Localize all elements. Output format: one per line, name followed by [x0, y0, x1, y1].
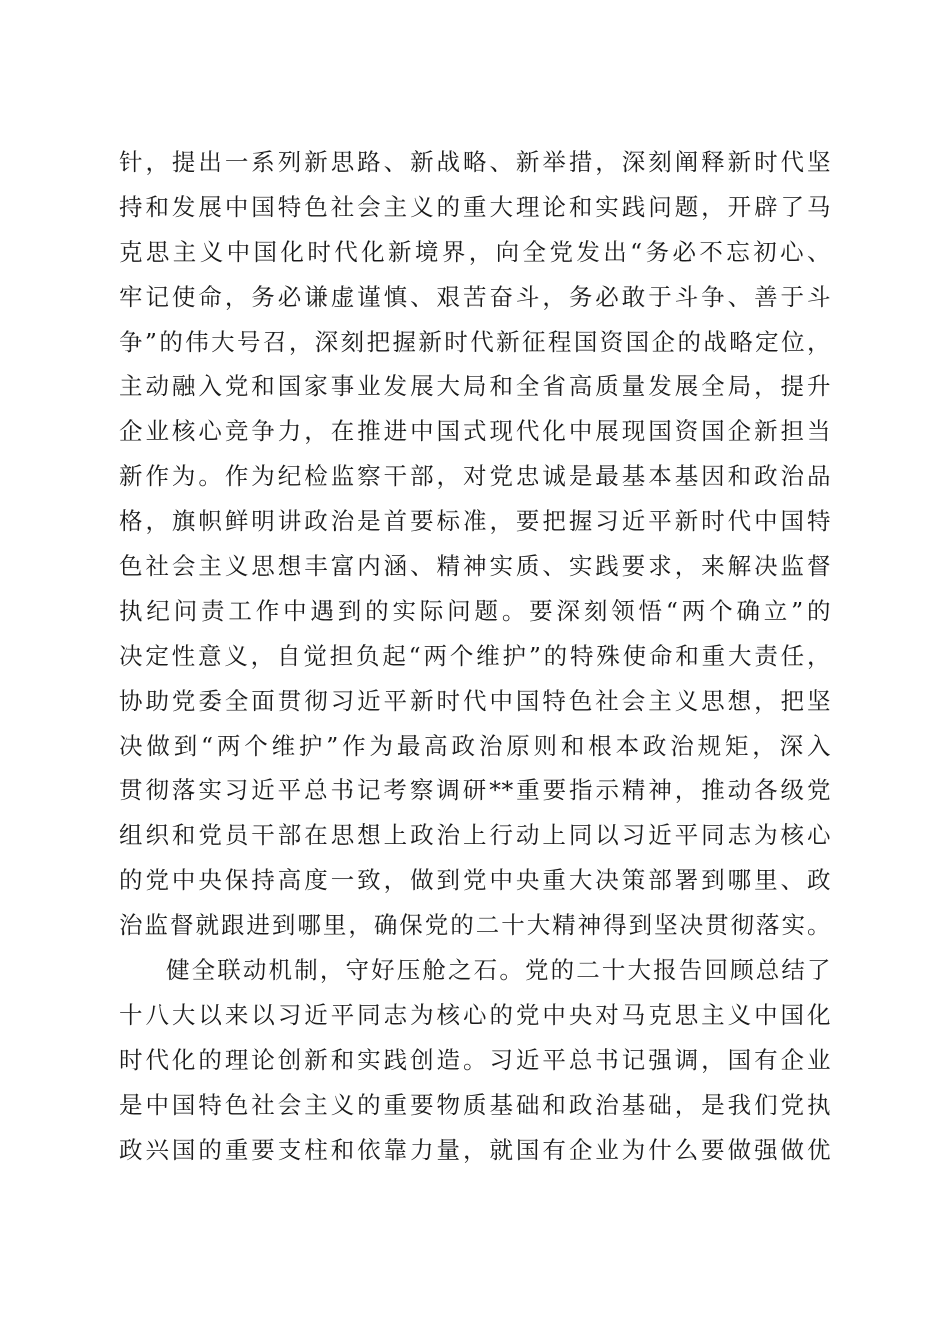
- text-line: 协助党委全面贯彻习近平新时代中国特色社会主义思想，把坚: [119, 686, 831, 715]
- text-line: 组织和党员干部在思想上政治上行动上同以习近平同志为核心: [119, 821, 831, 850]
- text-line: 执纪问责工作中遇到的实际问题。要深刻领悟“两个确立”的: [119, 596, 831, 625]
- text-line: 贯彻落实习近平总书记考察调研**重要指示精神，推动各级党: [119, 776, 831, 805]
- text-line: 主动融入党和国家事业发展大局和全省高质量发展全局，提升: [119, 372, 831, 401]
- text-line: 健全联动机制，守好压舱之石。党的二十大报告回顾总结了: [166, 956, 831, 985]
- text-line: 政兴国的重要支柱和依靠力量，就国有企业为什么要做强做优: [119, 1135, 831, 1164]
- text-line: 克思主义中国化时代化新境界，向全党发出“务必不忘初心、: [119, 237, 831, 266]
- text-line: 格，旗帜鲜明讲政治是首要标准，要把握习近平新时代中国特: [119, 507, 831, 536]
- text-line: 决做到“两个维护”作为最高政治原则和根本政治规矩，深入: [119, 731, 831, 760]
- text-line: 治监督就跟进到哪里，确保党的二十大精神得到坚决贯彻落实。: [119, 911, 831, 940]
- text-line: 新作为。作为纪检监察干部，对党忠诚是最基本基因和政治品: [119, 462, 831, 491]
- text-line: 企业核心竞争力，在推进中国式现代化中展现国资国企新担当: [119, 417, 831, 446]
- text-line: 的党中央保持高度一致，做到党中央重大决策部署到哪里、政: [119, 866, 831, 895]
- paragraph-1: [119, 140, 831, 948]
- paragraph-2: [119, 948, 831, 1172]
- text-line: 决定性意义，自觉担负起“两个维护”的特殊使命和重大责任，: [119, 641, 831, 670]
- body-text: [119, 140, 831, 1172]
- text-line: 持和发展中国特色社会主义的重大理论和实践问题，开辟了马: [119, 192, 831, 221]
- text-line: 牢记使命，务必谦虚谨慎、艰苦奋斗，务必敢于斗争、善于斗: [119, 282, 831, 311]
- text-line: 时代化的理论创新和实践创造。习近平总书记强调，国有企业: [119, 1045, 831, 1074]
- text-line: 是中国特色社会主义的重要物质基础和政治基础，是我们党执: [119, 1090, 831, 1119]
- text-line: 针，提出一系列新思路、新战略、新举措，深刻阐释新时代坚: [119, 148, 831, 176]
- text-line: 色社会主义思想丰富内涵、精神实质、实践要求，来解决监督: [119, 552, 831, 581]
- text-line: 争”的伟大号召，深刻把握新时代新征程国资国企的战略定位，: [119, 327, 831, 356]
- text-line: 十八大以来以习近平同志为核心的党中央对马克思主义中国化: [119, 1000, 831, 1029]
